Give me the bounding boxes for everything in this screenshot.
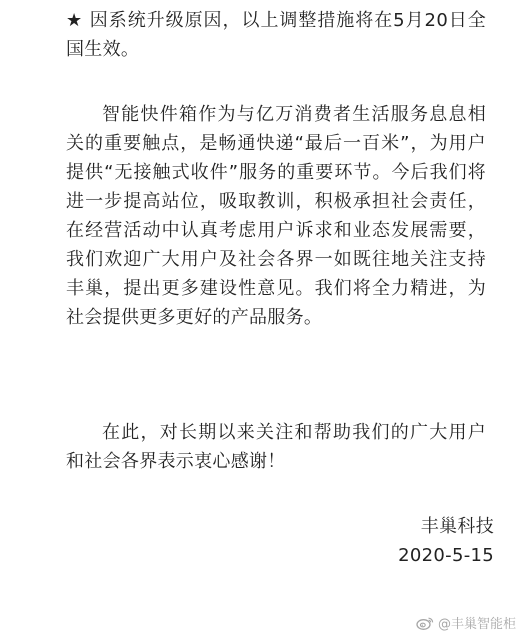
body-paragraph: 智能快件箱作为与亿万消费者生活服务息息相关的重要触点，是畅通快递“最后一百米”，为用户提供“无接触式收件”服务的重要环节。今后我们将进一步提高站位，吸取教训，积极承担社会责任，在经营活动中认真考虑用户诉求和业态发展需要，我们欢迎广大用户及社会各界一如既往地关注支持丰巢，提出更多建设性意见。我们将全力精进，为社会提供更多更好的产品服务。 (66, 104, 486, 328)
thanks-paragraph: 在此，对长期以来关注和帮助我们的广大用户和社会各界表示衷心感谢！ (66, 422, 486, 472)
signature: 丰巢科技 (420, 516, 494, 537)
watermark (416, 613, 516, 632)
watermark-text: @丰巢智能柜 (437, 617, 516, 632)
signature-date: 2020-5-15 (398, 545, 494, 566)
weibo-icon (416, 616, 434, 630)
notice-paragraph: ★ 因系统升级原因，以上调整措施将在5月20日全国生效。 (66, 10, 486, 60)
